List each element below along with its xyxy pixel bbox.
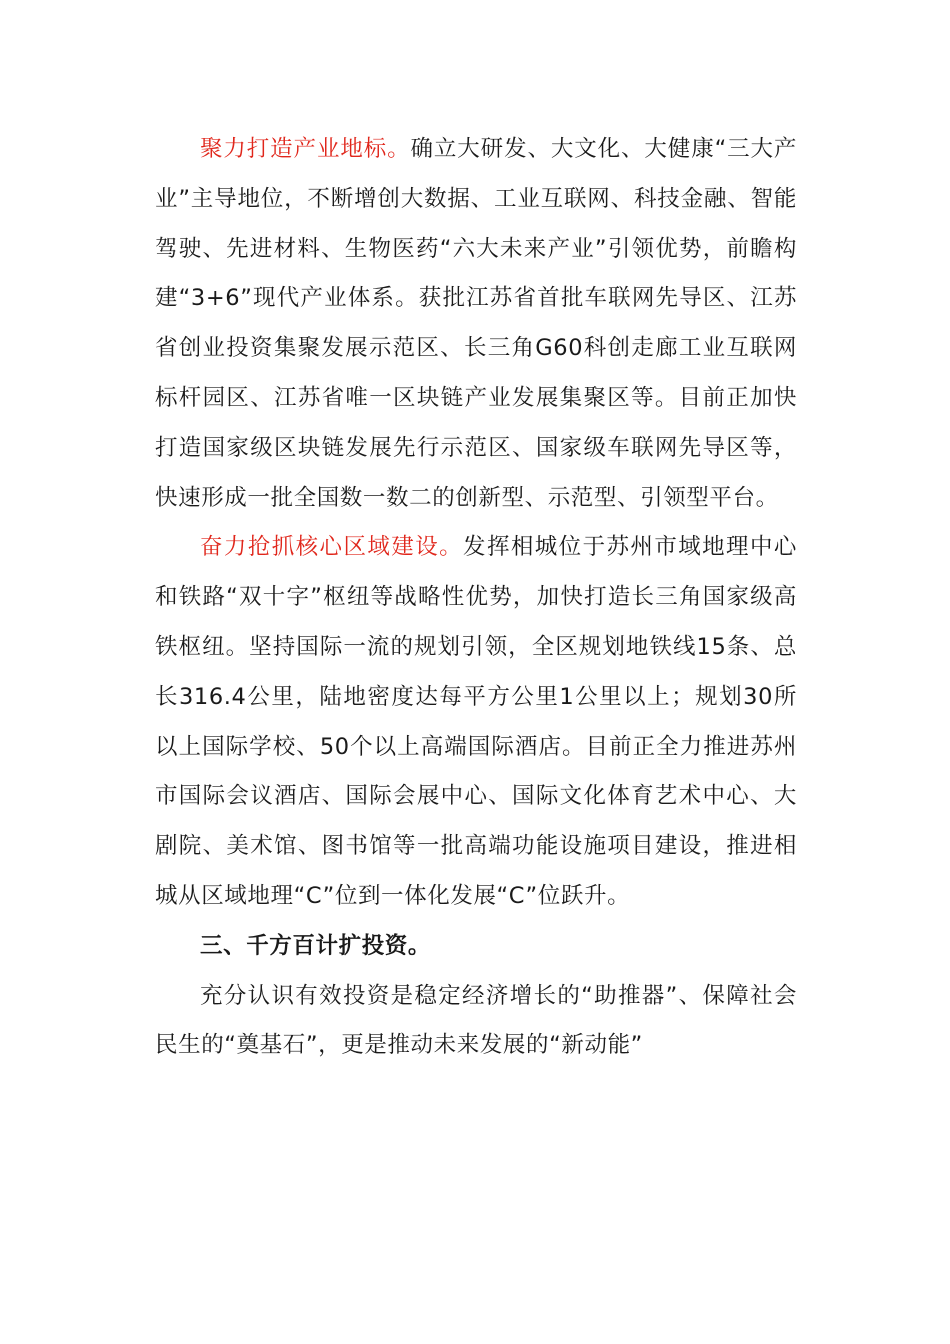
paragraph-body-text: 确立大研发、大文化、大健康“三大产业”主导地位，不断增创大数据、工业互联网、科技金融、智能驾驶、先进材料、生物医药“六大未来产业”引领优势，前瞻构建“3+6”现代产业体系。获批江苏省首批车联网先导区、江苏省创业投资集聚发展示范区、长三角G60科创走廊工业互联网标杆园区、江苏省唯一区块链产业发展集聚区等。目前正加快打造国家级区块链发展先行示范区、国家级车联网先导区等，快速形成一批全国数一数二的创新型、示范型、引领型平台。	[155, 136, 798, 511]
section-heading: 三、千方百计扩投资。	[200, 932, 432, 959]
document-page	[155, 125, 797, 1071]
paragraph-lead-heading: 奋力抢抓核心区域建设。	[200, 534, 464, 561]
paragraph-body-text: 发挥相城位于苏州市域地理中心和铁路“双十字”枢纽等战略性优势，加快打造长三角国家级高铁枢纽。坚持国际一流的规划引领，全区规划地铁线15条、总长316.4公里，陆地密度达每平方公里1公里以上；规划30所以上国际学校、50个以上高端国际酒店。目前正全力推进苏州市国际会议酒店、国际会展中心、国际文化体育艺术中心、大剧院、美术馆、图书馆等一批高端功能设施项目建设，推进相城从区域地理“C”位到一体化发展“C”位跃升。	[155, 534, 797, 909]
paragraph-lead-heading: 聚力打造产业地标。	[200, 136, 411, 162]
paragraph-core-area-construction	[155, 523, 797, 921]
paragraph-industry-landmarks	[155, 125, 797, 523]
paragraph-investment: 充分认识有效投资是稳定经济增长的“助推器”、保障社会民生的“奠基石”，更是推动未来发展的“新动能”	[155, 982, 797, 1059]
